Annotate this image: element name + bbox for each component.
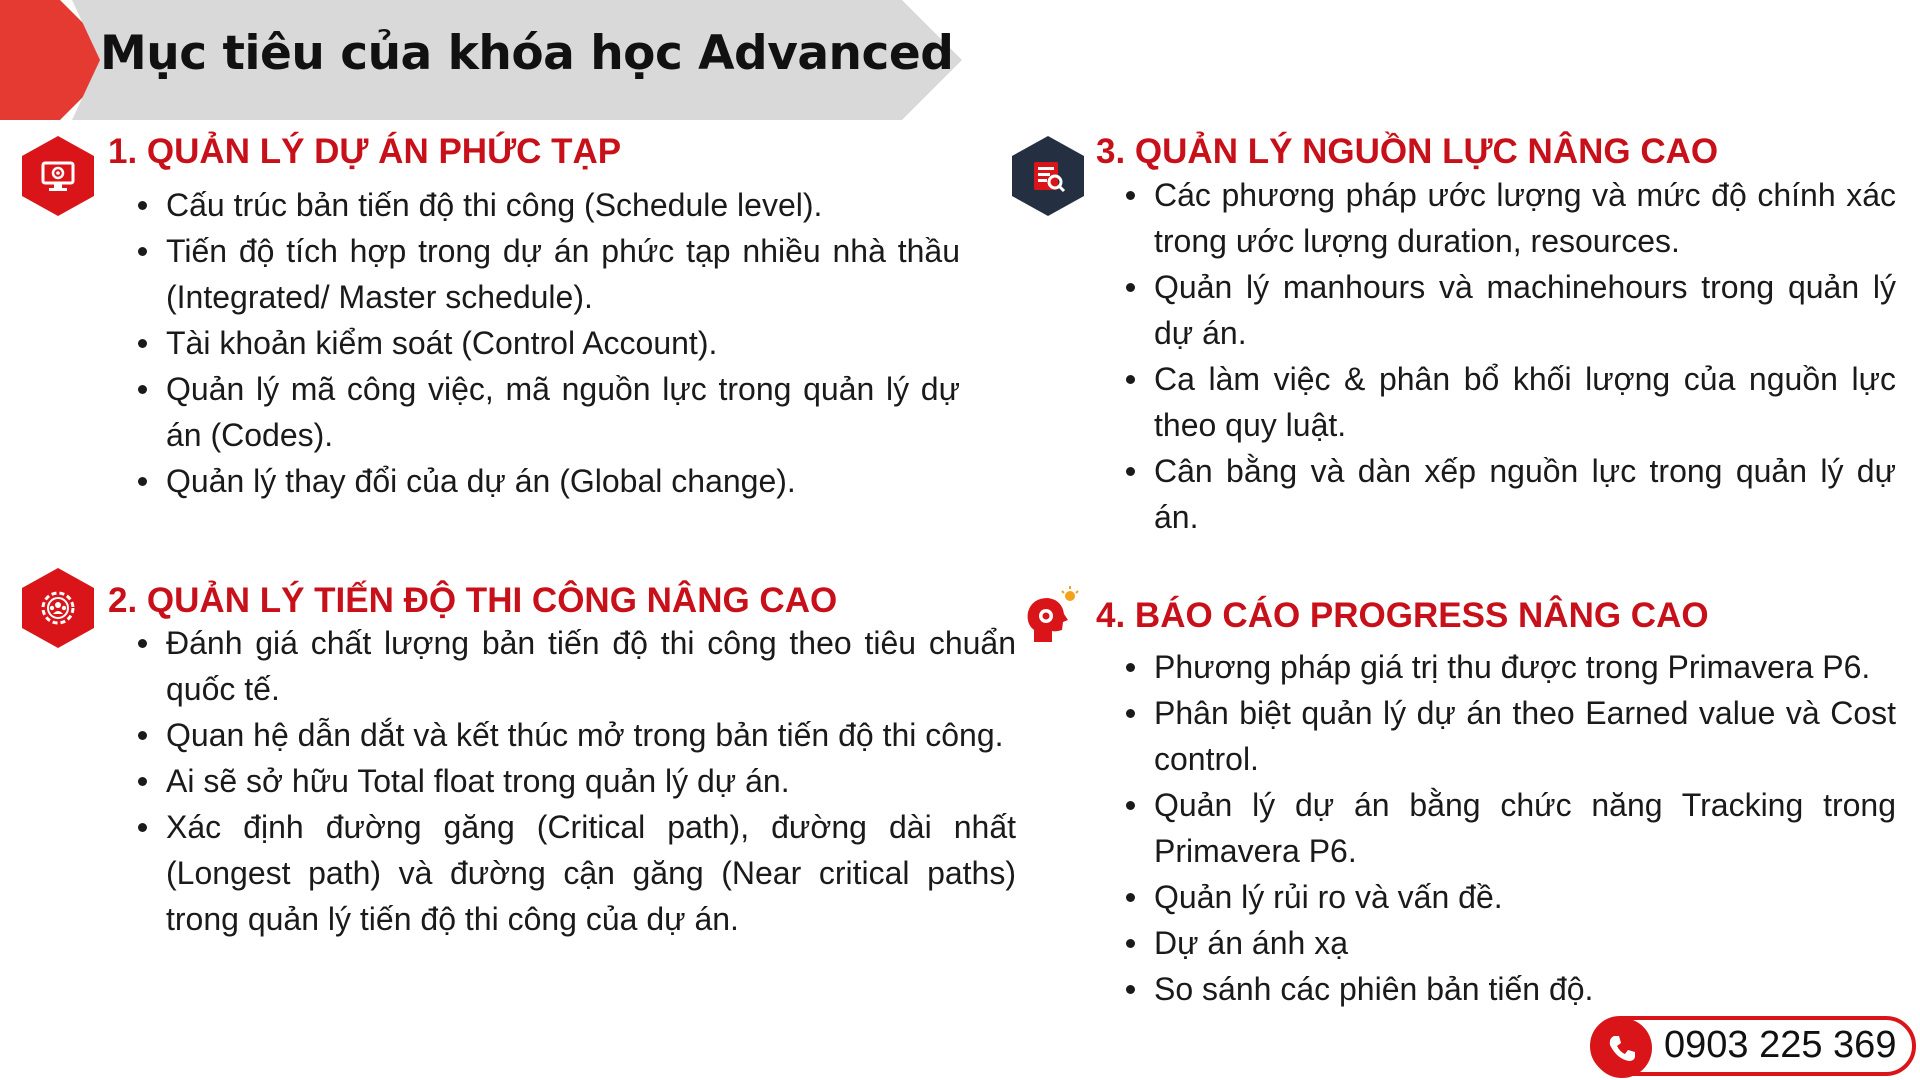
page-title: Mục tiêu của khóa học Advanced xyxy=(100,26,954,81)
list-item: Tài khoản kiểm soát (Control Account). xyxy=(136,320,960,366)
section-3-heading: 3. QUẢN LÝ NGUỒN LỰC NÂNG CAO xyxy=(1096,132,1719,171)
section-1-list xyxy=(136,182,960,504)
section-1-heading: 1. QUẢN LÝ DỰ ÁN PHỨC TẠP xyxy=(108,132,622,171)
list-item: Phân biệt quản lý dự án theo Earned value và Cost control. xyxy=(1124,690,1896,782)
list-item: Quản lý dự án bằng chức năng Tracking trong Primavera P6. xyxy=(1124,782,1896,874)
list-item: Tiến độ tích hợp trong dự án phức tạp nhiều nhà thầu (Integrated/ Master schedule). xyxy=(136,228,960,320)
list-item: Quan hệ dẫn dắt và kết thúc mở trong bản tiến độ thi công. xyxy=(136,712,1016,758)
section-3-list xyxy=(1124,172,1896,540)
list-item: Quản lý rủi ro và vấn đề. xyxy=(1124,874,1896,920)
list-item: Ai sẽ sở hữu Total float trong quản lý dự án. xyxy=(136,758,1016,804)
list-item: Quản lý thay đổi của dự án (Global change). xyxy=(136,458,960,504)
section-2-heading: 2. QUẢN LÝ TIẾN ĐỘ THI CÔNG NÂNG CAO xyxy=(108,581,838,620)
list-item: Ca làm việc & phân bổ khối lượng của nguồn lực theo quy luật. xyxy=(1124,356,1896,448)
list-item: Quản lý mã công việc, mã nguồn lực trong quản lý dự án (Codes). xyxy=(136,366,960,458)
report-search-icon xyxy=(1012,136,1084,216)
list-item: Cấu trúc bản tiến độ thi công (Schedule level). xyxy=(136,182,960,228)
head-gear-idea-icon xyxy=(1016,584,1086,654)
list-item: Các phương pháp ước lượng và mức độ chính xác trong ước lượng duration, resources. xyxy=(1124,172,1896,264)
list-item: Phương pháp giá trị thu được trong Primavera P6. xyxy=(1124,644,1896,690)
list-item: So sánh các phiên bản tiến độ. xyxy=(1124,966,1896,1012)
list-item: Quản lý manhours và machinehours trong quản lý dự án. xyxy=(1124,264,1896,356)
section-2-list xyxy=(136,620,1016,942)
phone-number[interactable]: 0903 225 369 xyxy=(1664,1024,1897,1066)
section-4-heading: 4. BÁO CÁO PROGRESS NÂNG CAO xyxy=(1096,596,1709,635)
phone-icon xyxy=(1592,1018,1652,1078)
monitor-settings-icon xyxy=(22,136,94,216)
list-item: Dự án ánh xạ xyxy=(1124,920,1896,966)
list-item: Cân bằng và dàn xếp nguồn lực trong quản lý dự án. xyxy=(1124,448,1896,540)
list-item: Đánh giá chất lượng bản tiến độ thi công theo tiêu chuẩn quốc tế. xyxy=(136,620,1016,712)
phone-badge[interactable] xyxy=(1590,1016,1916,1076)
section-4-list xyxy=(1124,644,1896,1012)
team-gear-icon xyxy=(22,568,94,648)
list-item: Xác định đường găng (Critical path), đường dài nhất (Longest path) và đường cận găng (Near critical paths) trong quản lý tiến độ thi công của dự án. xyxy=(136,804,1016,942)
